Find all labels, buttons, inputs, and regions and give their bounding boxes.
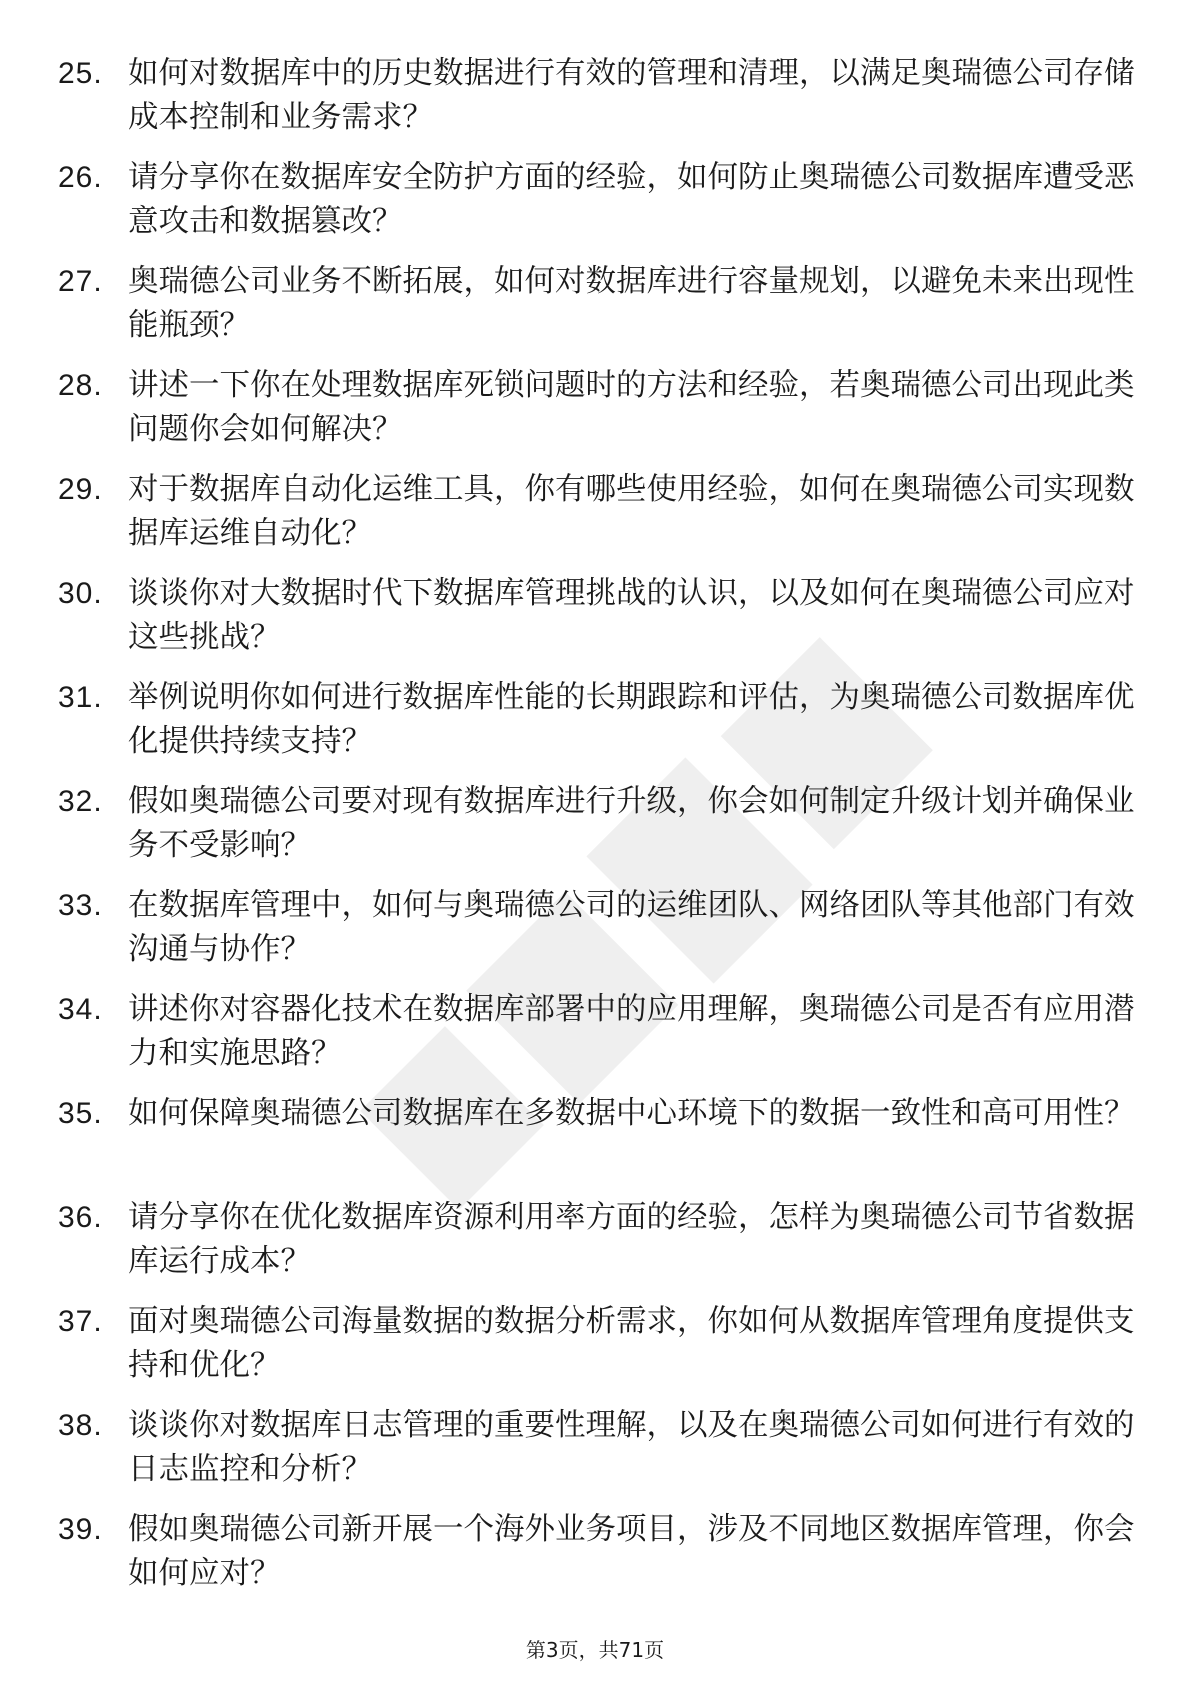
- question-item: [58, 468, 1148, 572]
- question-text: 谈谈你对数据库日志管理的重要性理解，以及在奥瑞德公司如何进行有效的日志监控和分析？: [128, 1408, 1135, 1487]
- question-item: [58, 364, 1148, 468]
- question-number: 32.: [58, 785, 103, 818]
- question-number: 33.: [58, 889, 103, 922]
- question-number: 37.: [58, 1305, 103, 1338]
- question-item: [58, 1092, 1148, 1196]
- question-text: 奥瑞德公司业务不断拓展，如何对数据库进行容量规划，以避免未来出现性能瓶颈？: [128, 264, 1135, 343]
- question-number: 30.: [58, 577, 103, 610]
- question-text: 在数据库管理中，如何与奥瑞德公司的运维团队、网络团队等其他部门有效沟通与协作？: [128, 888, 1135, 967]
- question-item: [58, 1404, 1148, 1508]
- question-item: [58, 1508, 1148, 1612]
- question-number: 38.: [58, 1409, 103, 1442]
- question-number: 34.: [58, 993, 103, 1026]
- question-text: 请分享你在优化数据库资源利用率方面的经验，怎样为奥瑞德公司节省数据库运行成本？: [128, 1200, 1135, 1279]
- question-item: [58, 884, 1148, 988]
- question-number: 26.: [58, 161, 103, 194]
- question-text: 如何对数据库中的历史数据进行有效的管理和清理，以满足奥瑞德公司存储成本控制和业务需求？: [128, 56, 1135, 135]
- question-list: [58, 52, 1148, 1612]
- question-text: 假如奥瑞德公司新开展一个海外业务项目，涉及不同地区数据库管理，你会如何应对？: [128, 1512, 1135, 1591]
- question-item: [58, 676, 1148, 780]
- question-text: 假如奥瑞德公司要对现有数据库进行升级，你会如何制定升级计划并确保业务不受影响？: [128, 784, 1135, 863]
- question-number: 29.: [58, 473, 103, 506]
- question-number: 31.: [58, 681, 103, 714]
- question-item: [58, 780, 1148, 884]
- question-text: 如何保障奥瑞德公司数据库在多数据中心环境下的数据一致性和高可用性？: [128, 1096, 1135, 1131]
- question-text: 请分享你在数据库安全防护方面的经验，如何防止奥瑞德公司数据库遭受恶意攻击和数据篡改？: [128, 160, 1135, 239]
- question-number: 28.: [58, 369, 103, 402]
- question-number: 25.: [58, 57, 103, 90]
- question-text: 面对奥瑞德公司海量数据的数据分析需求，你如何从数据库管理角度提供支持和优化？: [128, 1304, 1135, 1383]
- page-number-footer: 第3页，共71页: [525, 1638, 665, 1662]
- question-number: 35.: [58, 1097, 103, 1130]
- question-text: 谈谈你对大数据时代下数据库管理挑战的认识，以及如何在奥瑞德公司应对这些挑战？: [128, 576, 1135, 655]
- question-number: 39.: [58, 1513, 103, 1546]
- question-item: [58, 1300, 1148, 1404]
- question-item: [58, 988, 1148, 1092]
- question-item: [58, 260, 1148, 364]
- question-text: 举例说明你如何进行数据库性能的长期跟踪和评估，为奥瑞德公司数据库优化提供持续支持？: [128, 680, 1135, 759]
- question-text: 对于数据库自动化运维工具，你有哪些使用经验，如何在奥瑞德公司实现数据库运维自动化？: [128, 472, 1135, 551]
- question-item: [58, 52, 1148, 156]
- question-item: [58, 156, 1148, 260]
- question-number: 27.: [58, 265, 103, 298]
- question-text: 讲述一下你在处理数据库死锁问题时的方法和经验，若奥瑞德公司出现此类问题你会如何解决？: [128, 368, 1135, 447]
- question-item: [58, 572, 1148, 676]
- question-item: [58, 1196, 1148, 1300]
- question-number: 36.: [58, 1201, 103, 1234]
- question-text: 讲述你对容器化技术在数据库部署中的应用理解，奥瑞德公司是否有应用潜力和实施思路？: [128, 992, 1135, 1071]
